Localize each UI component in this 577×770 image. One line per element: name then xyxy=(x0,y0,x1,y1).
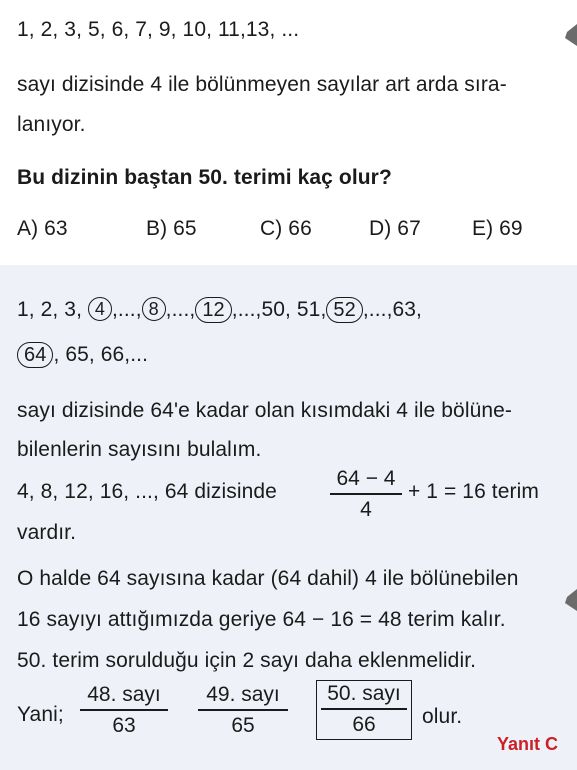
fraction-64-minus-4-over-4 xyxy=(330,467,402,522)
solution-line-6: vardır. xyxy=(17,521,77,544)
fraction-49th-term xyxy=(198,683,288,738)
fraction-numerator: 50. sayı xyxy=(327,682,401,705)
fraction-numerator: 48. sayı xyxy=(87,683,161,706)
question-description-line-1: sayı dizisinde 4 ile bölünmeyen sayılar art arda sıra- xyxy=(17,73,507,96)
fraction-denominator: 4 xyxy=(360,497,372,521)
solution-line-9: 50. terim sorulduğu için 2 sayı daha eklenmelidir. xyxy=(17,649,477,672)
option-a[interactable]: A) 63 xyxy=(17,217,68,240)
pencil-marker-icon xyxy=(565,24,577,46)
olur-label: olur. xyxy=(422,705,463,728)
circled-number-8: 8 xyxy=(142,297,166,321)
solution-line-4: bilenlerin sayısını bulalım. xyxy=(17,438,262,461)
solution-line-5-pre: 4, 8, 12, 16, ..., 64 dizisinde xyxy=(17,480,277,503)
option-e[interactable]: E) 69 xyxy=(472,217,523,240)
option-c[interactable]: C) 66 xyxy=(260,217,312,240)
fraction-numerator: 49. sayı xyxy=(206,683,280,706)
circled-number-4: 4 xyxy=(88,297,112,321)
circled-number-52: 52 xyxy=(326,297,362,323)
yani-label: Yani; xyxy=(17,703,64,726)
option-d[interactable]: D) 67 xyxy=(369,217,421,240)
sequence-part: ,..., xyxy=(111,298,142,321)
fraction-50th-term-boxed xyxy=(316,680,412,740)
circled-number-64: 64 xyxy=(17,342,53,368)
fraction-denominator: 66 xyxy=(352,712,376,736)
question-sequence: 1, 2, 3, 5, 6, 7, 9, 10, 11,13, ... xyxy=(17,18,300,41)
solution-line-5-post: + 1 = 16 terim xyxy=(408,480,539,503)
sequence-part: ,...,50, 51, xyxy=(231,298,327,321)
fraction-numerator: 64 − 4 xyxy=(336,467,396,490)
fraction-denominator: 65 xyxy=(231,713,255,737)
solution-line-8: 16 sayıyı attığımızda geriye 64 − 16 = 48 terim kalır. xyxy=(17,608,506,631)
question-description-line-2: lanıyor. xyxy=(17,113,86,136)
fraction-denominator: 63 xyxy=(112,713,136,737)
solution-sequence-line-2 xyxy=(17,342,148,368)
option-b[interactable]: B) 65 xyxy=(146,217,197,240)
sequence-part: ,...,63, xyxy=(362,298,422,321)
sequence-part: 1, 2, 3, xyxy=(17,298,83,321)
question-prompt: Bu dizinin baştan 50. terimi kaç olur? xyxy=(17,166,392,189)
solution-sequence-line-1 xyxy=(17,297,422,323)
circled-number-12: 12 xyxy=(195,297,231,323)
solution-line-3: sayı dizisinde 64'e kadar olan kısımdaki 4 ile bölüne- xyxy=(17,399,513,422)
fraction-48th-term xyxy=(80,683,168,738)
sequence-part: , 65, 66,... xyxy=(53,343,149,366)
solution-line-7: O halde 64 sayısına kadar (64 dahil) 4 ile bölünebilen xyxy=(17,567,519,590)
pencil-marker-icon xyxy=(565,589,577,611)
answer-label: Yanıt C xyxy=(496,734,558,754)
sequence-part: ,..., xyxy=(165,298,196,321)
